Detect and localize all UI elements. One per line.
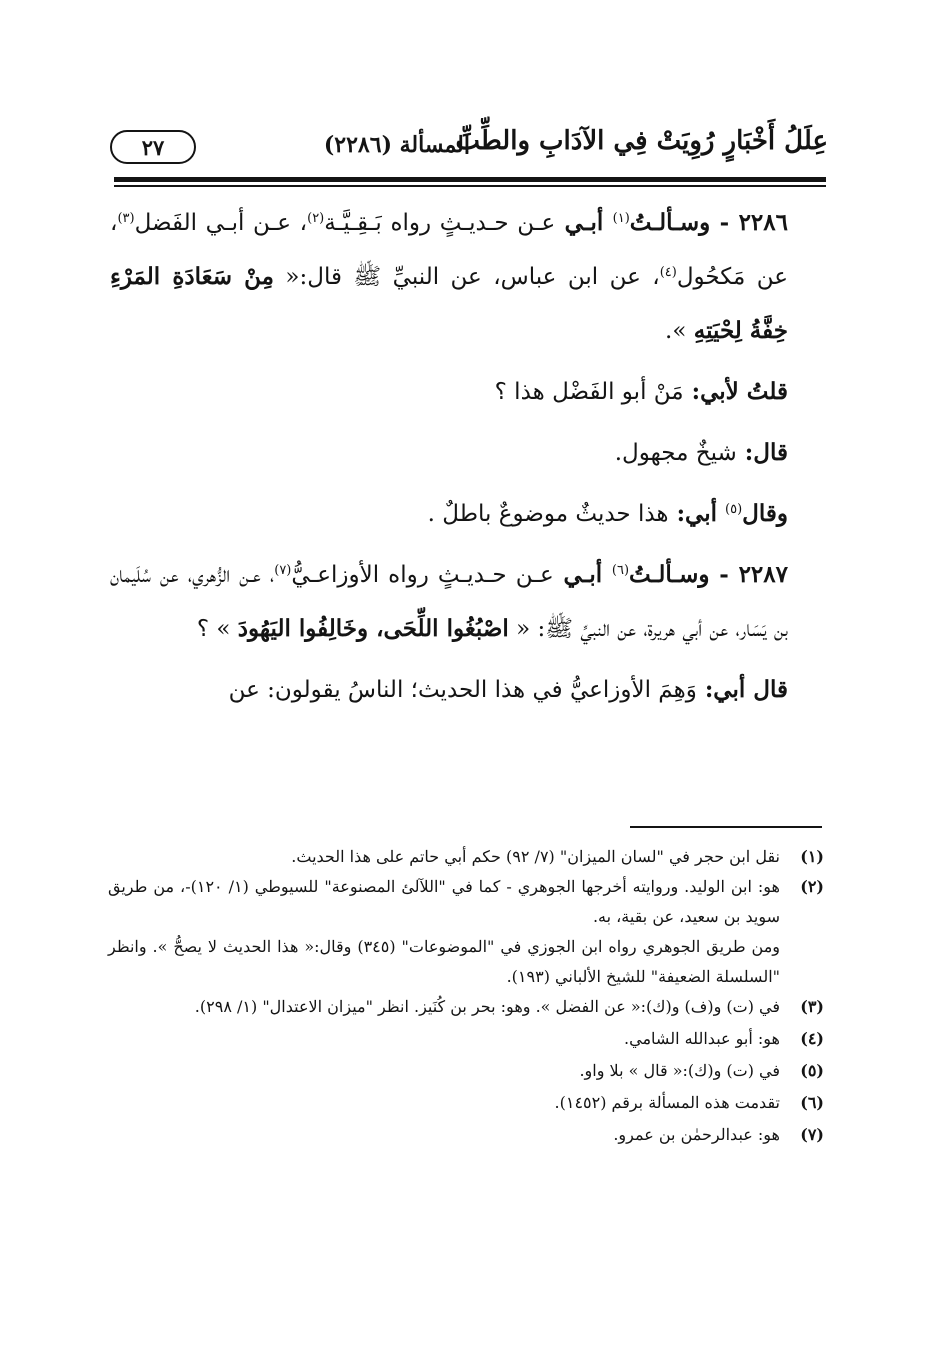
footnote-ref-6: (٦) xyxy=(611,563,630,578)
text-span: ، عن ابن عباس، عن النبيِّ ﷺ قال:« xyxy=(273,264,660,290)
text-span: عـن حـديـثٍ رواه بَـقِـيَّـة xyxy=(324,210,556,236)
footnote-separator xyxy=(630,826,822,828)
issue-label: المسألة (٢٢٨٦) xyxy=(323,132,470,158)
footnote-1 xyxy=(108,842,824,872)
speaker-label: قال: xyxy=(736,439,788,466)
footnote-6 xyxy=(108,1088,824,1118)
header-rule-thick xyxy=(114,177,826,182)
text-span: وَهِمَ الأوزاعيُّ في هذا الحديث؛ الناسُ يقولون: عن xyxy=(228,677,697,703)
text-span: ». xyxy=(665,318,694,344)
asked-word: وسـألـتُ xyxy=(629,561,710,588)
abi-word: أبـي xyxy=(555,209,613,236)
question-2287 xyxy=(110,548,824,656)
page-header xyxy=(104,126,828,176)
footnote-text: نقل ابن حجر في "لسان الميزان" (٧/ ٩٢) حكم أبي حاتم على هذا الحديث. xyxy=(291,847,780,866)
question-to-father xyxy=(110,365,824,419)
text-span: شيخٌ مجهول. xyxy=(614,440,737,466)
hadith-text: مِنْ سَعَادَةِ المَرْءِ خِفَّةُ لِحْيَتِهِ xyxy=(110,263,788,344)
text-span: هذا حديثٌ موضوعٌ باطلٌ . xyxy=(427,501,669,527)
footnote-text: تقدمت هذه المسألة برقم (١٤٥٢). xyxy=(554,1093,780,1112)
asked-word: وسـألـتُ xyxy=(629,209,711,236)
footnote-number: (٧) xyxy=(800,1125,824,1144)
text-span: ، عن مَكحُول xyxy=(110,210,788,290)
father-answer xyxy=(110,663,824,717)
footnote-number: (٦) xyxy=(800,1093,824,1112)
footnote-text: هو: ابن الوليد. وروايته أخرجها الجوهري - كما في "اللآلئ المصنوعة" للسيوطي (١/ ١٢٠)-، من طريق سويد بن سعيد، عن بقية، به. xyxy=(108,877,780,926)
hadith-text: اصْبُغُوا اللِّحَى، وخَالِفُوا اليَهُودَ xyxy=(237,615,509,642)
page-number-badge xyxy=(110,130,196,164)
speaker-label: قلتُ لأبي: xyxy=(683,378,788,405)
book-title: عِلَلُ أَخْبَارٍ رُوِيَتْ فِي الآدَابِ والطِّبِّ xyxy=(455,126,828,156)
footnote-ref-5: (٥) xyxy=(725,502,743,517)
question-number: ٢٢٨٧ - xyxy=(709,561,788,588)
main-text xyxy=(110,196,824,717)
speaker-label: قال أبي: xyxy=(696,676,788,703)
footnote-number: (٢) xyxy=(800,877,824,896)
footnote-2-continuation: ومن طريق الجوهري رواه ابن الجوزي في "الموضوعات" (٣٤٥) وقال:« هذا الحديث لا يصحُّ ». وانظر "السلسلة الضعيفة" للشيخ الألباني (١٩٣). xyxy=(108,937,780,986)
footnote-text: هو: عبدالرحمٰن بن عمرو. xyxy=(613,1125,780,1144)
question-2286 xyxy=(110,196,824,358)
footnote-ref-1: (١) xyxy=(612,211,630,226)
footnotes xyxy=(108,842,824,1150)
footnote-number: (١) xyxy=(800,847,824,866)
answer-unknown xyxy=(110,426,824,480)
page-number: ٢٧ xyxy=(141,134,165,160)
footnote-text: هو: أبو عبدالله الشامي. xyxy=(624,1029,780,1048)
footnote-text: في (ت) و(ك):« قال » بلا واو. xyxy=(579,1061,780,1080)
text-span: عـن حـديـثٍ رواه الأوزاعـيُّ xyxy=(291,562,554,588)
footnote-ref-2: (٢) xyxy=(307,211,325,226)
footnote-3 xyxy=(108,992,824,1022)
speaker-label: وقال xyxy=(742,500,788,527)
footnote-ref-4: (٤) xyxy=(659,265,677,280)
footnote-ref-7: (٧) xyxy=(274,563,292,578)
speaker-label: أبي: xyxy=(668,500,726,527)
footnote-number: (٣) xyxy=(800,997,824,1016)
footnote-4 xyxy=(108,1024,824,1054)
abi-word: أبـي xyxy=(553,561,612,588)
footnote-ref-3: (٣) xyxy=(117,211,135,226)
text-span: » ؟ xyxy=(196,616,238,642)
footnote-number: (٤) xyxy=(800,1029,824,1048)
text-span: ، عـن أبـي الفَضل xyxy=(134,210,308,236)
header-rule-thin xyxy=(114,185,826,187)
footnote-number: (٥) xyxy=(800,1061,824,1080)
footnote-7 xyxy=(108,1120,824,1150)
question-number: ٢٢٨٦ - xyxy=(710,209,788,236)
footnote-5 xyxy=(108,1056,824,1086)
text-span: مَنْ أبو الفَضْل هذا ؟ xyxy=(494,379,684,405)
footnote-2 xyxy=(108,872,824,932)
verdict-fabricated xyxy=(110,487,824,541)
footnote-text: في (ت) و(ف) و(ك):« عن الفضل ». وهو: بحر بن كُنَيز. انظر "ميزان الاعتدال" (١/ ٢٩٨). xyxy=(194,997,780,1016)
text-span: ، عـن الزُّهري، عن سُلَيمان بن يَسَار، عن أبي هريرة، عن النبيِّ ﷺ: « xyxy=(110,562,788,642)
